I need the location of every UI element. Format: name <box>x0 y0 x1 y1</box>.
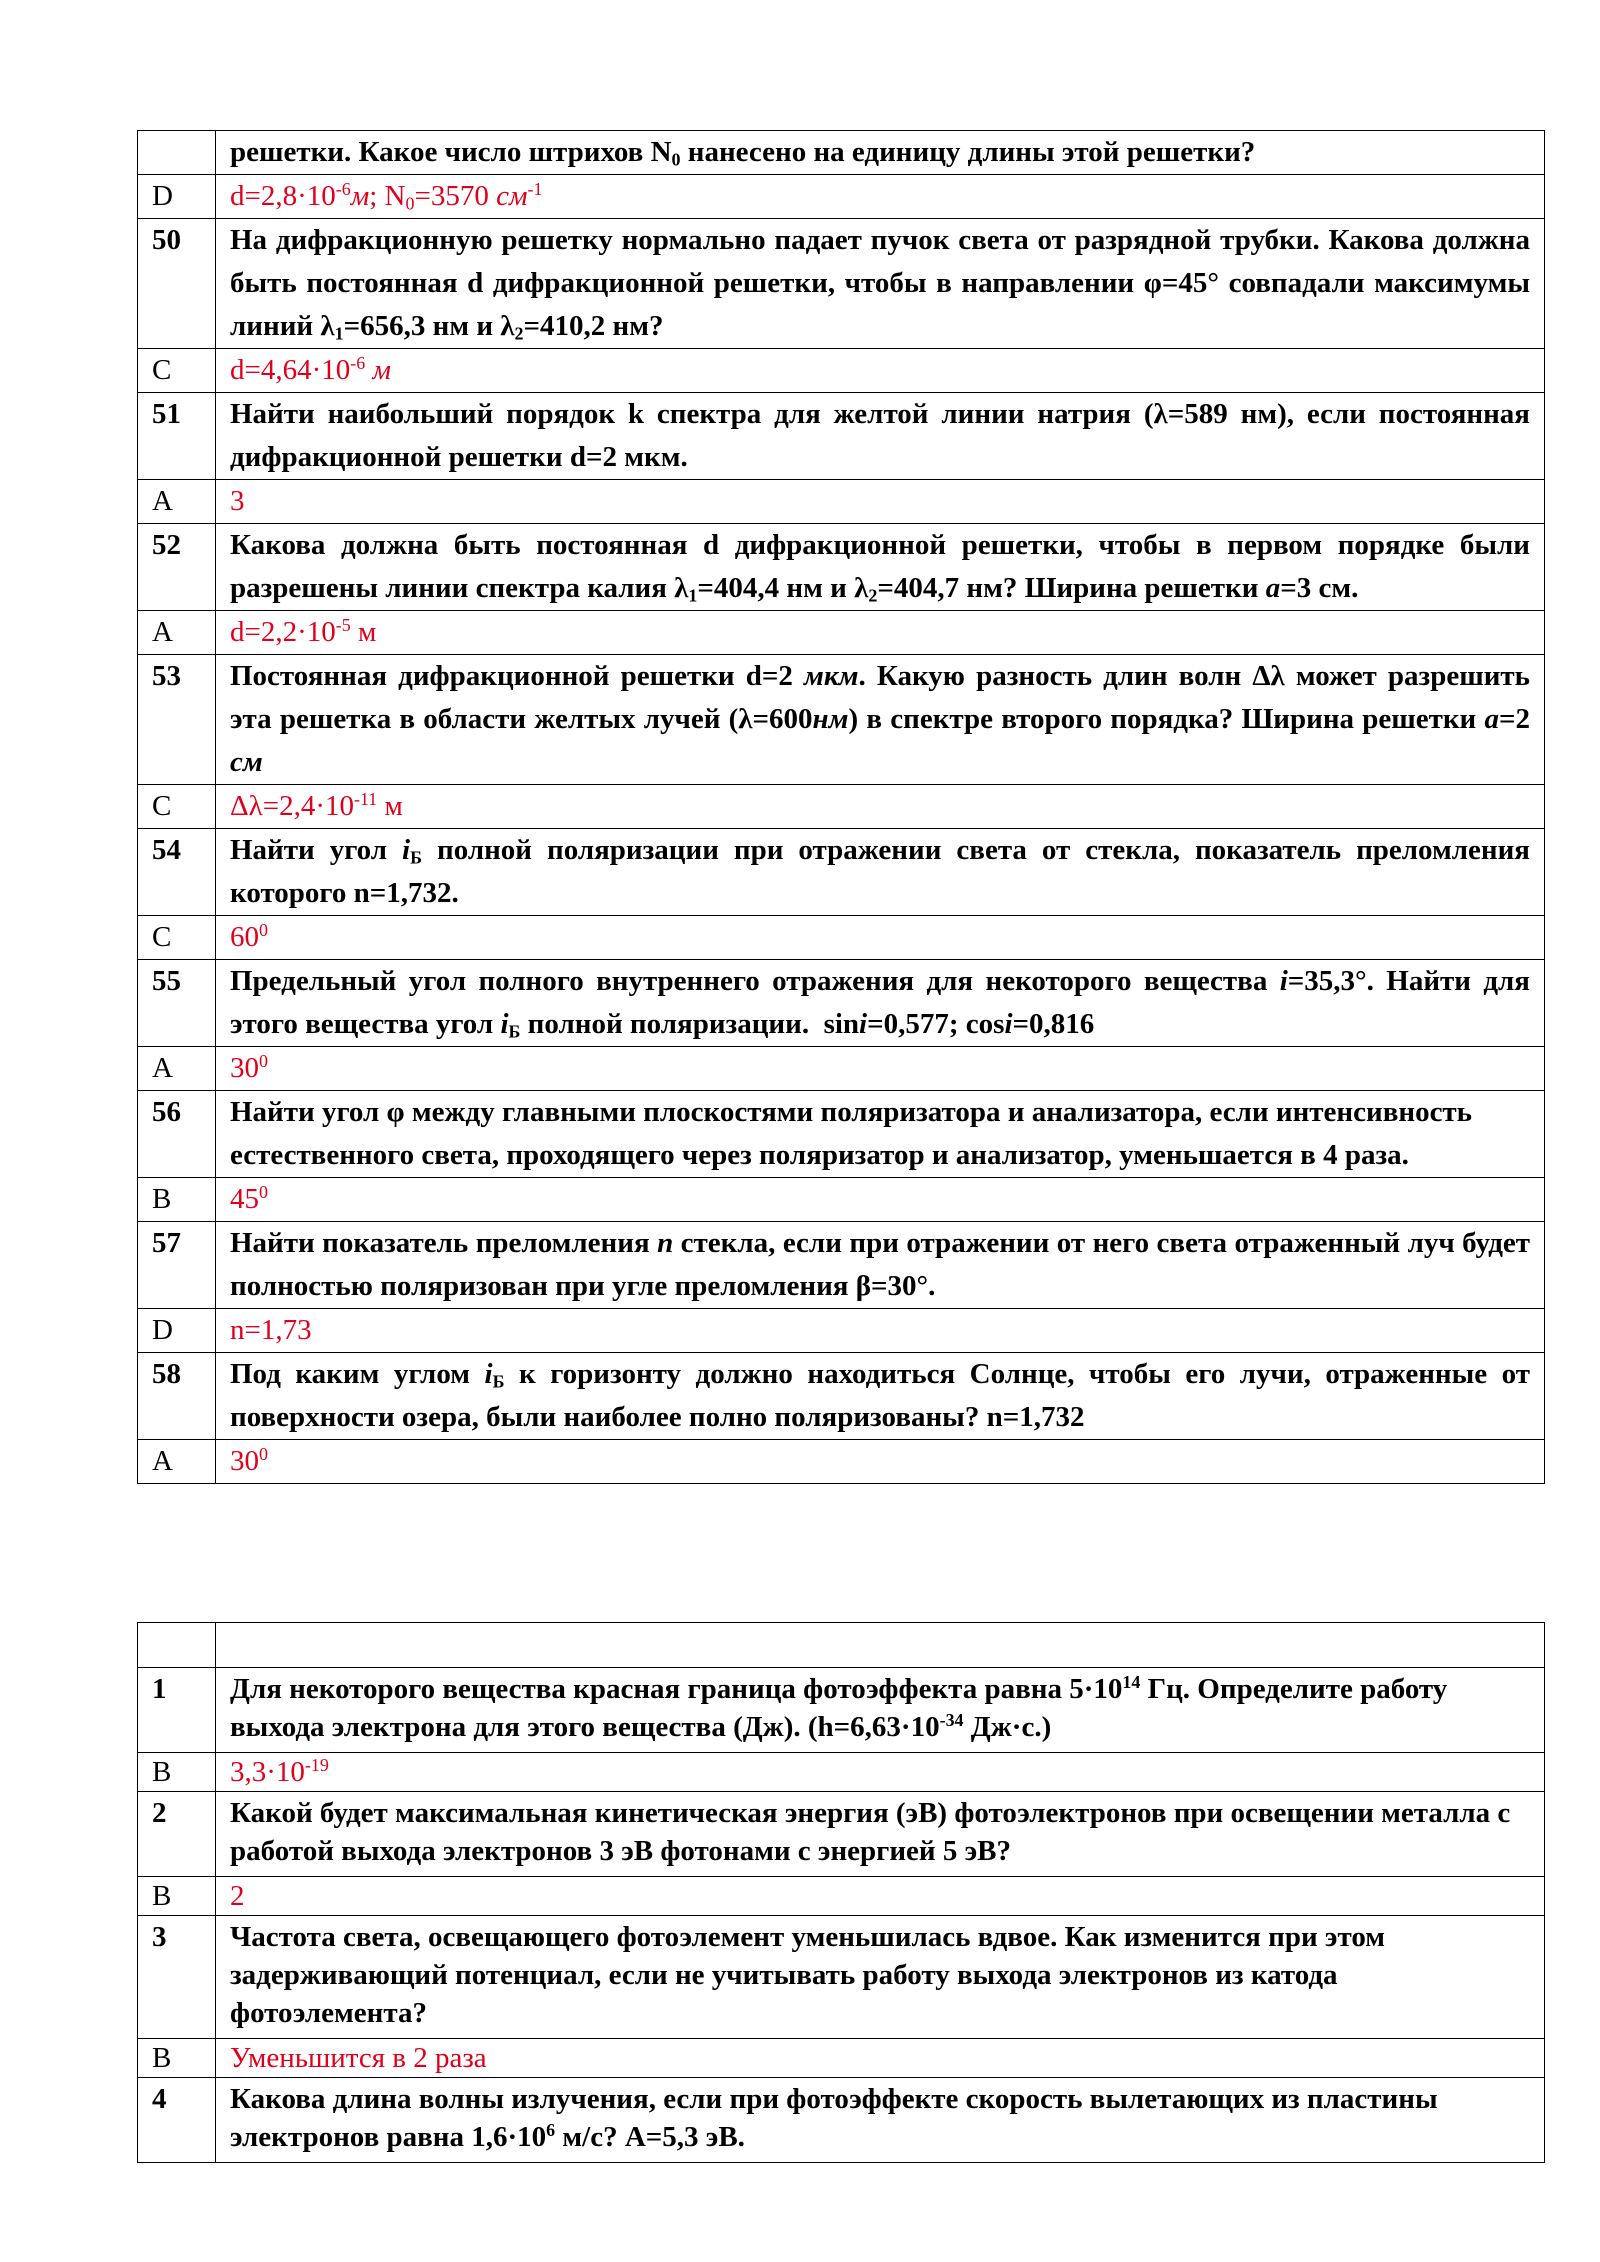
answer-row <box>138 2039 1545 2078</box>
question-row <box>138 829 1545 916</box>
question-row <box>138 1916 1545 2039</box>
question-text <box>216 1623 1545 1668</box>
question-row <box>138 655 1545 785</box>
question-number: 58 <box>138 1353 216 1440</box>
answer-letter: C <box>138 785 216 829</box>
answer-letter: A <box>138 480 216 524</box>
question-number: 4 <box>138 2078 216 2163</box>
question-row <box>138 219 1545 349</box>
question-text: Найти угол φ между главными плоскостями поляризатора и анализатора, если интенсивность естественного света, проходящего через поляризатор и анализатор, уменьшается в 4 раза. <box>216 1091 1545 1178</box>
answer-row <box>138 1178 1545 1222</box>
question-number: 1 <box>138 1668 216 1753</box>
question-row <box>138 1091 1545 1178</box>
question-row <box>138 524 1545 611</box>
answer-row <box>138 175 1545 219</box>
answer-letter: C <box>138 916 216 960</box>
question-row <box>138 1353 1545 1440</box>
answer-row <box>138 480 1545 524</box>
answer-row <box>138 1309 1545 1353</box>
question-text: Какой будет максимальная кинетическая энергия (эВ) фотоэлектронов при освещении металла с работой выхода электронов 3 эВ фотонами с энергией 5 эВ? <box>216 1792 1545 1877</box>
answer-row <box>138 349 1545 393</box>
question-table-optics <box>137 130 1545 1484</box>
question-row <box>138 960 1545 1047</box>
answer-row <box>138 1877 1545 1916</box>
header-row <box>138 1623 1545 1668</box>
answer-text: $60^0$ <box>216 916 1545 960</box>
question-text: Предельный угол полного внутреннего отражения для некоторого вещества i=35,3°. Найти для этого вещества угол $i_Б$ полной поляризации. sini=0,577; cosi=0,816 <box>216 960 1545 1047</box>
answer-row <box>138 611 1545 655</box>
question-number: 52 <box>138 524 216 611</box>
answer-letter: A <box>138 1047 216 1091</box>
answer-text: $\Delta\lambda=2,4\cdot 10^{-11}$ м <box>216 785 1545 829</box>
question-number <box>138 131 216 175</box>
question-table-body <box>138 1623 1545 2163</box>
question-number: 56 <box>138 1091 216 1178</box>
question-number: 53 <box>138 655 216 785</box>
answer-text: 3 <box>216 480 1545 524</box>
answer-text: $30^0$ <box>216 1047 1545 1091</box>
answer-text: $30^0$ <box>216 1440 1545 1484</box>
answer-letter: D <box>138 1309 216 1353</box>
question-text: Под каким углом $i_Б$ к горизонту должно находиться Солнце, чтобы его лучи, отраженные от поверхности озера, были наиболее полно поляризованы? n=1,732 <box>216 1353 1545 1440</box>
answer-letter: B <box>138 1178 216 1222</box>
question-text: Какова длина волны излучения, если при фотоэффекте скорость вылетающих из пластины электронов равна $1,6\cdot 10^6$ м/с? A=5,3 эВ. <box>216 2078 1545 2163</box>
question-row <box>138 1792 1545 1877</box>
answer-row <box>138 1440 1545 1484</box>
answer-row <box>138 1047 1545 1091</box>
question-text: Какова должна быть постоянная d дифракционной решетки, чтобы в первом порядке были разрешены линии спектра калия $\lambda_1=404,4$ нм и $\lambda_2=404,7$ нм? Ширина решетки a=3 см. <box>216 524 1545 611</box>
question-number: 50 <box>138 219 216 349</box>
answer-letter: A <box>138 611 216 655</box>
answer-letter: A <box>138 1440 216 1484</box>
question-text: Частота света, освещающего фотоэлемент уменьшилась вдвое. Как изменится при этом задерживающий потенциал, если не учитывать работу выхода электронов из катода фотоэлемента? <box>216 1916 1545 2039</box>
answer-text: $d=2,8\cdot 10^{-6}м$; $N_0=3570$ $см^{-1}$ <box>216 175 1545 219</box>
answer-text: $d=2,2\cdot 10^{-5}$ м <box>216 611 1545 655</box>
question-number <box>138 1623 216 1668</box>
answer-row <box>138 1753 1545 1792</box>
question-number: 54 <box>138 829 216 916</box>
question-text: Постоянная дифракционной решетки d=2 мкм. Какую разность длин волн Δλ может разрешить эта решетка в области желтых лучей (λ=600нм) в спектре второго порядка? Ширина решетки a=2 см <box>216 655 1545 785</box>
question-table-body <box>138 131 1545 1484</box>
question-row <box>138 2078 1545 2163</box>
answer-text: $3,3\cdot 10^{-19}$ <box>216 1753 1545 1792</box>
question-number: 2 <box>138 1792 216 1877</box>
question-text: Найти угол $i_Б$ полной поляризации при отражении света от стекла, показатель преломления которого n=1,732. <box>216 829 1545 916</box>
answer-letter: B <box>138 1877 216 1916</box>
answer-letter: B <box>138 1753 216 1792</box>
answer-row <box>138 785 1545 829</box>
answer-text: $d=4,64\cdot 10^{-6}$ м <box>216 349 1545 393</box>
answer-text: Уменьшится в 2 раза <box>216 2039 1545 2078</box>
answer-letter: C <box>138 349 216 393</box>
answer-letter: B <box>138 2039 216 2078</box>
question-table-photoeffect <box>137 1622 1545 2163</box>
question-text: Для некоторого вещества красная граница фотоэффекта равна $5\cdot 10^{14}$ Гц. Определите работу выхода электрона для этого вещества (Дж). ($h=6,63\cdot 10^{-34}$ Дж·с.) <box>216 1668 1545 1753</box>
answer-text: 2 <box>216 1877 1545 1916</box>
answer-text: $45^0$ <box>216 1178 1545 1222</box>
question-number: 3 <box>138 1916 216 2039</box>
question-text: Найти наибольший порядок k спектра для желтой линии натрия (λ=589 нм), если постоянная дифракционной решетки d=2 мкм. <box>216 393 1545 480</box>
answer-text: n=1,73 <box>216 1309 1545 1353</box>
answer-row <box>138 916 1545 960</box>
question-row <box>138 1222 1545 1309</box>
answer-letter: D <box>138 175 216 219</box>
question-number: 51 <box>138 393 216 480</box>
question-row <box>138 393 1545 480</box>
question-row <box>138 131 1545 175</box>
question-text: решетки. Какое число штрихов $N_0$ нанесено на единицу длины этой решетки? <box>216 131 1545 175</box>
question-number: 57 <box>138 1222 216 1309</box>
question-number: 55 <box>138 960 216 1047</box>
question-row <box>138 1668 1545 1753</box>
question-text: На дифракционную решетку нормально падает пучок света от разрядной трубки. Какова должна быть постоянная d дифракционной решетки, чтобы в направлении φ=45° совпадали максимумы линий $\lambda_1=656,3$ нм и $\lambda_2=410,2$ нм? <box>216 219 1545 349</box>
question-text: Найти показатель преломления n стекла, если при отражении от него света отраженный луч будет полностью поляризован при угле преломления β=30°. <box>216 1222 1545 1309</box>
